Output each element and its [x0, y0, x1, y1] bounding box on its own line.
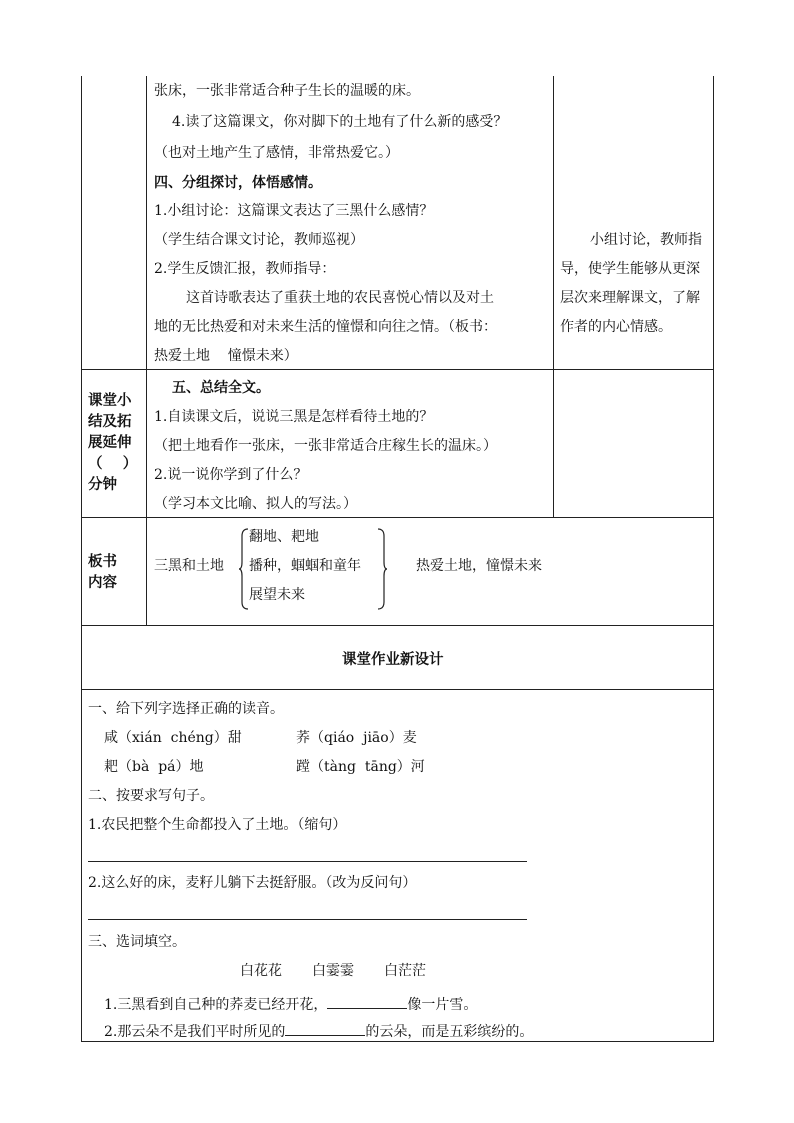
note-line: 作者的内心情感。 [560, 319, 672, 335]
process-line: 热爱土地 憧憬未来） [154, 348, 298, 364]
summary-line: 1.自读课文后，说说三黑是怎样看待土地的？ [154, 409, 434, 425]
board-item: 展望未来 [249, 587, 305, 603]
section-heading: 一、给下列字选择正确的读音。 [88, 701, 284, 717]
fill-text: 2.那云朵不是我们平时所见的 [104, 1024, 286, 1040]
pinyin-item: 耙（bà pá）地 [104, 759, 204, 775]
section-heading: 二、按要求写句子。 [88, 788, 214, 804]
label-line: 内容 [88, 575, 117, 591]
note-line: 层次来理解课文，了解 [560, 290, 700, 306]
process-line: 地的无比热爱和对未来生活的憧憬和向往之情。（板书： [154, 319, 497, 335]
label-line: 结及拓 [88, 414, 132, 430]
column-divider-note [553, 76, 554, 518]
process-line: 4.读了这篇课文，你对脚下的土地有了什么新的感受？ [172, 114, 508, 130]
row-divider-3 [81, 625, 714, 626]
summary-line: 2.说一说你学到了什么？ [154, 467, 308, 483]
fill-text: 的云朵，而是五彩缤纷的。 [365, 1024, 534, 1040]
question-2: 2.这么好的床，麦籽儿躺下去挺舒服。（改为反问句） [88, 875, 417, 891]
pinyin-item: 咸（xián chéng）甜 [104, 730, 242, 746]
process-line: （也对土地产生了感情，非常热爱它。） [154, 145, 399, 161]
board-item: 播种，蝈蝈和童年 [249, 558, 361, 574]
pinyin-item: 蹚（tàng tāng）河 [296, 759, 425, 775]
label-line: 分钟 [88, 477, 117, 493]
table-border-right [713, 76, 714, 1042]
process-line: 张床，一张非常适合种子生长的温暖的床。 [154, 83, 420, 99]
board-topic: 三黑和土地 [154, 558, 224, 574]
note-line: 导，使学生能够从更深 [560, 261, 700, 277]
summary-line: （学习本文比喻、拟人的写法。） [154, 496, 357, 512]
label-line: 展延伸 [88, 435, 132, 451]
pinyin-item: 荞（qiáo jiāo）麦 [296, 730, 417, 746]
label-line: 课堂小 [88, 393, 132, 409]
fill-in-2 [104, 1021, 533, 1042]
section-heading: 四、分组探讨，体悟感情。 [154, 175, 322, 191]
answer-line-1 [88, 861, 527, 862]
process-line: 2.学生反馈汇报，教师指导： [154, 261, 336, 277]
board-conclusion: 热爱土地，憧憬未来 [416, 558, 542, 574]
summary-line: （把土地看作一张床，一张非常适合庄稼生长的温床。） [154, 438, 497, 454]
question-1: 1.农民把整个生命都投入了土地。（缩句） [88, 817, 347, 833]
word-choice: 白花花 [240, 963, 282, 979]
process-line: 1.小组讨论：这篇课文表达了三黑什么感情？ [154, 203, 434, 219]
process-line: （学生结合课文讨论，教师巡视） [154, 232, 364, 248]
row-divider-4 [81, 689, 714, 690]
homework-title: 课堂作业新设计 [342, 652, 444, 668]
fill-text: 1.三黑看到自己种的荞麦已经开花， [104, 997, 328, 1013]
word-choice: 白茫茫 [384, 963, 426, 979]
answer-line-2 [88, 919, 527, 920]
fill-blank-2[interactable] [285, 1021, 365, 1036]
fill-blank-1[interactable] [327, 994, 407, 1009]
board-item: 翻地、耙地 [249, 529, 319, 545]
fill-text: 像一片雪。 [407, 997, 478, 1013]
row-divider-2 [81, 517, 714, 518]
section-heading: 五、总结全文。 [172, 380, 270, 396]
section-heading: 三、选词填空。 [88, 934, 186, 950]
label-line: 板书 [88, 554, 117, 570]
right-brace [377, 528, 389, 610]
fill-in-1 [104, 994, 477, 1015]
column-divider-label [146, 76, 147, 625]
table-border-left [81, 76, 82, 1042]
label-line: （ ） [88, 456, 138, 472]
process-line: 这首诗歌表达了重获土地的农民喜悦心情以及对土 [186, 290, 494, 306]
note-line: 小组讨论，教师指 [590, 232, 702, 248]
word-choice: 白霎霎 [312, 963, 354, 979]
row-divider-1 [81, 369, 714, 370]
